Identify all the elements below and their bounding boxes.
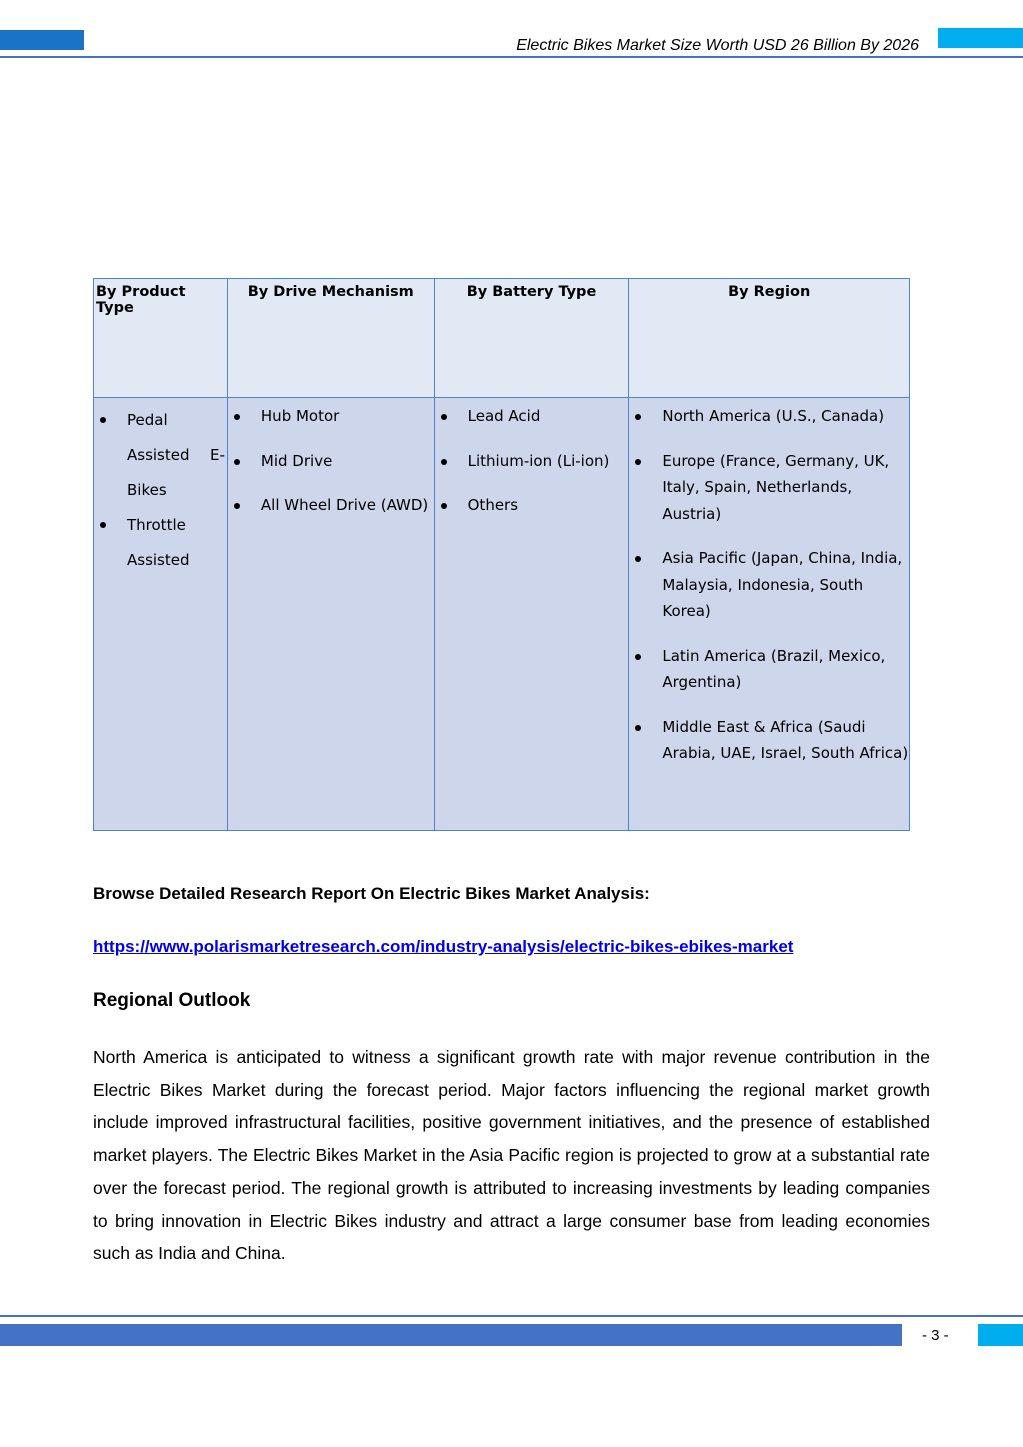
- list-item: Middle East & Africa (Saudi Arabia, UAE, Israel, South Africa): [629, 714, 909, 767]
- column-heading-product-type: By Product Type: [94, 279, 228, 398]
- list-item: Others: [435, 492, 629, 519]
- cell-product-type: [94, 398, 228, 831]
- column-heading-drive-mechanism: By Drive Mechanism: [227, 279, 434, 398]
- list-item: Lead Acid: [435, 403, 629, 430]
- section-heading-regional-outlook: Regional Outlook: [93, 990, 251, 1011]
- list-item: Asia Pacific (Japan, China, India, Malaysia, Indonesia, South Korea): [629, 545, 909, 625]
- page-header-title: Electric Bikes Market Size Worth USD 26 Billion By 2026: [516, 37, 919, 54]
- report-link[interactable]: https://www.polarismarketresearch.com/industry-analysis/electric-bikes-ebikes-market: [93, 937, 794, 956]
- list-item: Lithium-ion (Li-ion): [435, 448, 629, 475]
- list-item: North America (U.S., Canada): [629, 403, 909, 430]
- footer-rule: [0, 1315, 1023, 1317]
- cell-drive-mechanism: [227, 398, 434, 831]
- list-item: Mid Drive: [228, 448, 434, 475]
- list-item: Throttle Assisted: [94, 508, 227, 578]
- list-item: All Wheel Drive (AWD): [228, 492, 434, 519]
- regional-outlook-paragraph: North America is anticipated to witness a significant growth rate with major revenue contribution in the Electric Bikes Market during the forecast period. Major factors influencing the regional market growth include improved infrastructural facilities, positive government initiatives, and the presence of established market players. The Electric Bikes Market in the Asia Pacific region is projected to grow at a substantial rate over the forecast period. The regional growth is attributed to increasing investments by leading companies to bring innovation in Electric Bikes industry and attract a large consumer base from leading economies such as India and China.: [93, 1047, 930, 1264]
- table-header-row: [94, 279, 910, 398]
- footer-accent-bar-right: [978, 1324, 1023, 1346]
- table-body-row: [94, 398, 910, 831]
- list-item: Pedal Assisted E-Bikes: [94, 403, 227, 508]
- cell-region: [629, 398, 910, 831]
- list-item: Europe (France, Germany, UK, Italy, Spain, Netherlands, Austria): [629, 448, 909, 528]
- header-rule: [0, 56, 1023, 58]
- page-number: - 3 -: [922, 1327, 949, 1344]
- header-accent-bar-left: [0, 30, 84, 50]
- cell-battery-type: [434, 398, 629, 831]
- segmentation-table: [93, 278, 910, 831]
- list-item: Hub Motor: [228, 403, 434, 430]
- browse-report-label: Browse Detailed Research Report On Electric Bikes Market Analysis:: [93, 884, 650, 903]
- header-accent-bar-right: [938, 28, 1023, 48]
- column-heading-region: By Region: [629, 279, 910, 398]
- footer-accent-bar: [0, 1324, 902, 1346]
- list-item: Latin America (Brazil, Mexico, Argentina): [629, 643, 909, 696]
- column-heading-battery-type: By Battery Type: [434, 279, 629, 398]
